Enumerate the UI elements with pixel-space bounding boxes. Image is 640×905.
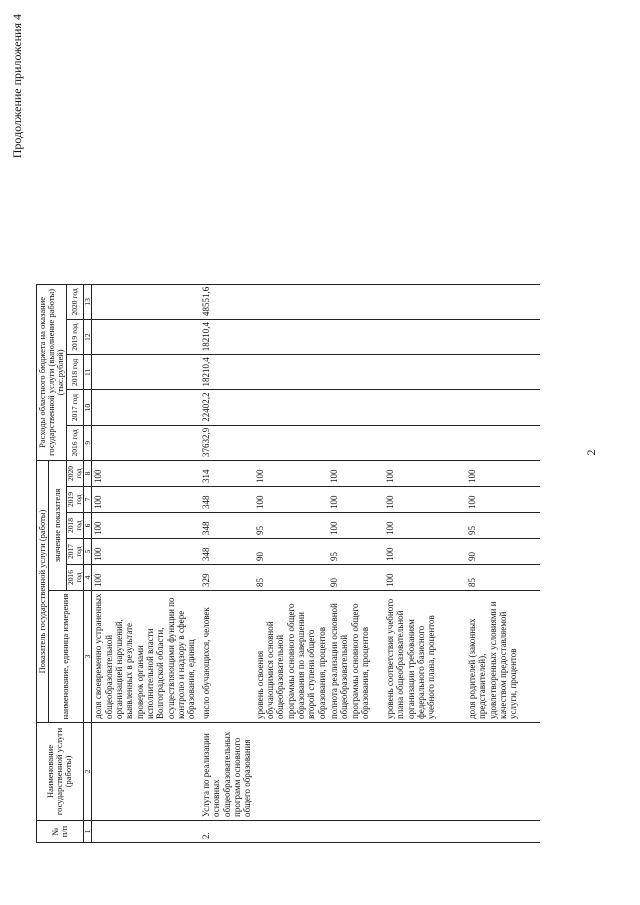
expense-value (92, 355, 200, 390)
expense-value (384, 355, 466, 390)
indicator-value: 90 (254, 539, 328, 565)
column-number: 2 (83, 723, 92, 821)
service-name: Услуга по реализации основных общеобразовательных программ основного общего образования (200, 723, 254, 821)
indicator-value: 100 (92, 513, 200, 539)
indicator-value: 100 (328, 513, 384, 539)
year-cell: 2018 год (66, 355, 83, 390)
indicator-name: полнота реализации основной общеобразовательной программы основного общего образования, процентов (328, 591, 384, 723)
indicator-value: 85 (466, 565, 540, 591)
column-number-row (83, 284, 92, 842)
table-row (200, 284, 254, 842)
services-table (36, 284, 540, 843)
column-number: 11 (83, 355, 92, 390)
header-col-unit: наименование, единица измерения (48, 591, 83, 723)
column-number: 5 (83, 539, 92, 565)
indicator-value: 100 (328, 461, 384, 487)
year-cell: 2017 год (66, 390, 83, 425)
column-number: 3 (83, 591, 92, 723)
indicator-value: 85 (254, 565, 328, 591)
indicator-value: 100 (92, 539, 200, 565)
indicator-value: 100 (384, 565, 466, 591)
indicator-name: число обучающихся, человек (200, 591, 254, 723)
expense-value (92, 390, 200, 425)
expense-value: 48551,6 (200, 284, 254, 319)
column-number: 1 (83, 821, 92, 843)
header-row-1 (37, 284, 49, 842)
expense-value: 37632,9 (200, 425, 254, 460)
column-number: 13 (83, 284, 92, 319)
table-row (254, 284, 328, 842)
table-row (92, 284, 200, 842)
indicator-value: 95 (466, 513, 540, 539)
expense-value (466, 390, 540, 425)
expense-value (466, 320, 540, 355)
expense-value (92, 320, 200, 355)
indicator-value: 100 (466, 487, 540, 513)
header-values-group: значение показателя (48, 461, 66, 591)
indicator-value: 100 (254, 487, 328, 513)
year-cell: 2019 год (66, 320, 83, 355)
indicator-value: 100 (384, 513, 466, 539)
indicator-value: 100 (254, 461, 328, 487)
year-cell: 2019 год (66, 487, 83, 513)
indicator-value: 100 (384, 487, 466, 513)
column-number: 10 (83, 390, 92, 425)
expense-value: 18210,4 (200, 320, 254, 355)
expense-value (92, 284, 200, 319)
expense-value (328, 390, 384, 425)
page-number: 2 (584, 449, 598, 456)
indicator-value: 100 (92, 461, 200, 487)
indicator-name: доля своевременно устраненных общеобразовательной организацией нарушений, выявленных в результате проверок органами исполнительной власти Волгоградской области, осуществляющими функции по контролю и надзору в сфере образования, единиц (92, 591, 200, 723)
header-col-name: Наименование государственной услуги (работы) (37, 723, 84, 821)
column-number: 9 (83, 425, 92, 460)
row-number (384, 821, 466, 843)
row-number (254, 821, 328, 843)
year-cell: 2020 год (66, 461, 83, 487)
row-number (328, 821, 384, 843)
row-number: 2. (200, 821, 254, 843)
expense-value (254, 425, 328, 460)
indicator-value: 90 (466, 539, 540, 565)
indicator-value: 90 (328, 565, 384, 591)
indicator-name: доля родителей (законных представителей), удовлетворенных условиями и качеством предоставляемой услуги, процентов (466, 591, 540, 723)
indicator-value: 329 (200, 565, 254, 591)
column-number: 12 (83, 320, 92, 355)
header-indicator-group: Показатель государственной услуги (работы) (37, 461, 49, 723)
expense-value (254, 390, 328, 425)
expense-value: 22402,2 (200, 390, 254, 425)
column-number: 8 (83, 461, 92, 487)
header-col-no: № п/п (37, 821, 84, 843)
row-number (92, 821, 200, 843)
indicator-value: 100 (384, 539, 466, 565)
expense-value (384, 390, 466, 425)
expense-value (254, 284, 328, 319)
service-name (328, 723, 384, 821)
header-expenses-group: Расходы областного бюджета на оказание государственной услуги (выполнение работы) (тыс.рублей) (37, 284, 67, 460)
service-name (92, 723, 200, 821)
year-cell: 2016 год (66, 565, 83, 591)
indicator-value: 100 (92, 565, 200, 591)
service-name (254, 723, 328, 821)
indicator-name: уровень соответствия учебного плана общеобразовательной организации требованиям федерального базисного учебного плана, процентов (384, 591, 466, 723)
row-number (466, 821, 540, 843)
year-cell: 2020 год (66, 284, 83, 319)
expense-value (328, 425, 384, 460)
expense-value (92, 425, 200, 460)
table-row (384, 284, 466, 842)
indicator-value: 100 (92, 487, 200, 513)
column-number: 7 (83, 487, 92, 513)
expense-value (466, 284, 540, 319)
indicator-value: 314 (200, 461, 254, 487)
expense-value: 18210,4 (200, 355, 254, 390)
expense-value (254, 320, 328, 355)
expense-value (384, 284, 466, 319)
column-number: 4 (83, 565, 92, 591)
indicator-value: 100 (466, 461, 540, 487)
expense-value (328, 320, 384, 355)
expense-value (328, 355, 384, 390)
column-number: 6 (83, 513, 92, 539)
continuation-label: Продолжение приложения 4 (10, 14, 24, 159)
indicator-value: 100 (328, 487, 384, 513)
year-cell: 2018 год (66, 513, 83, 539)
expense-value (466, 355, 540, 390)
year-cell: 2017 год (66, 539, 83, 565)
indicator-value: 348 (200, 539, 254, 565)
expense-value (328, 284, 384, 319)
indicator-value: 348 (200, 513, 254, 539)
indicator-value: 348 (200, 487, 254, 513)
table-row (466, 284, 540, 842)
expense-value (466, 425, 540, 460)
expense-value (384, 425, 466, 460)
indicator-value: 95 (254, 513, 328, 539)
expense-value (384, 320, 466, 355)
service-name (384, 723, 466, 821)
expense-value (254, 355, 328, 390)
indicator-name: уровень освоения обучающимися основной общеобразовательной программы основного общего образования по завершении второй ступени общего образования, процентов (254, 591, 328, 723)
indicator-value: 100 (384, 461, 466, 487)
service-name (466, 723, 540, 821)
table-row (328, 284, 384, 842)
indicator-value: 95 (328, 539, 384, 565)
table-body (92, 284, 540, 842)
year-cell: 2016 год (66, 425, 83, 460)
